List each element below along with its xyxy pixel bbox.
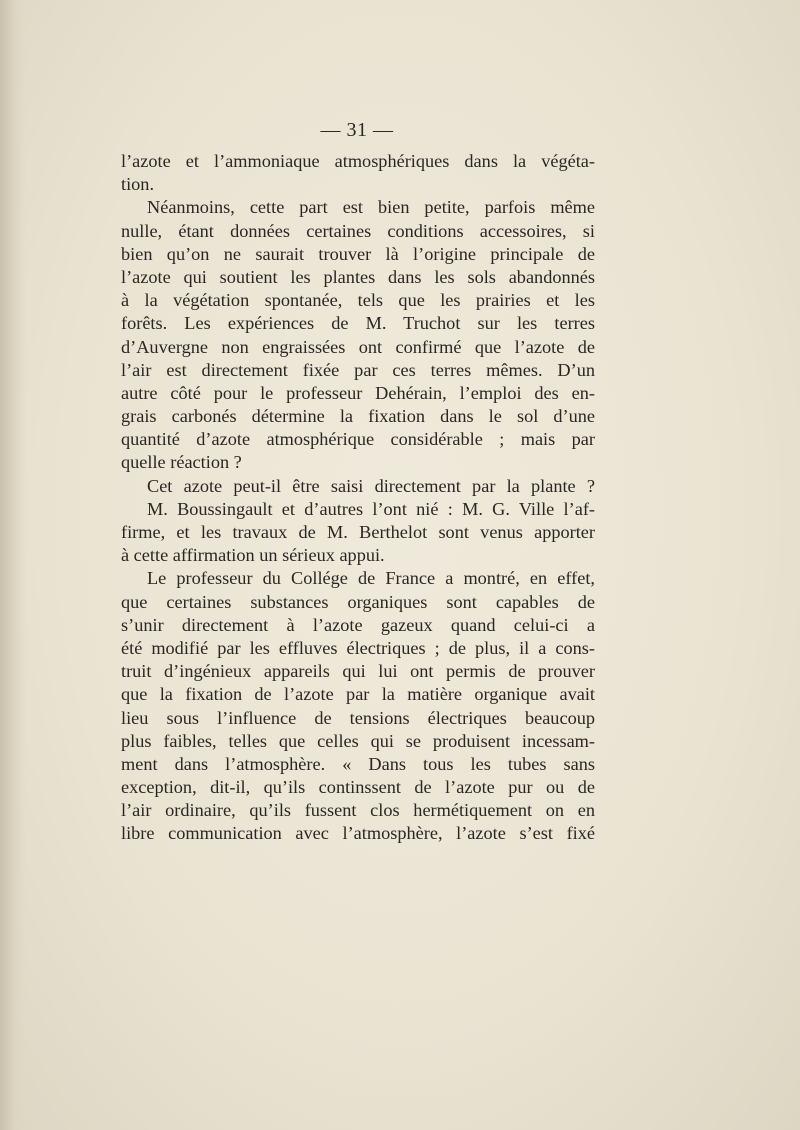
text-line: que certaines substances organiques sont capables de: [121, 591, 595, 612]
text-line: Cet azote peut-il être saisi directement par la plante ?: [147, 475, 595, 496]
text-line: Néanmoins, cette part est bien petite, parfois même: [147, 197, 595, 218]
text-line: l’air est directement fixée par ces terres mêmes. D’un: [121, 359, 595, 380]
text-line: forêts. Les expériences de M. Truchot sur les terres: [121, 313, 595, 334]
text-line: ment dans l’atmosphère. « Dans tous les tubes sans: [121, 753, 595, 774]
gutter-shadow: [0, 0, 26, 1130]
text-line: l’azote et l’ammoniaque atmosphériques dans la végéta-: [121, 151, 595, 171]
text-line: grais carbonés détermine la fixation dans le sol d’une: [121, 406, 595, 427]
text-line: truit d’ingénieux appareils qui lui ont permis de prouver: [121, 661, 595, 682]
text-line: à cette affirmation un sérieux appui.: [121, 545, 385, 566]
text-line: quantité d’azote atmosphérique considérable ; mais par: [121, 429, 595, 450]
text-line: l’air ordinaire, qu’ils fussent clos hermétiquement on en: [121, 800, 595, 821]
text-line: exception, dit-il, qu’ils continssent de l’azote pur ou de: [121, 777, 595, 798]
text-line: d’Auvergne non engraissées ont confirmé que l’azote de: [121, 336, 595, 357]
page-number: — 31 —: [320, 119, 394, 141]
text-line: M. Boussingault et d’autres l’ont nié : M. G. Ville l’af-: [147, 498, 595, 519]
text-line: l’azote qui soutient les plantes dans les sols abandonnés: [121, 266, 595, 287]
body-text: [121, 150, 595, 846]
text-line: lieu sous l’influence de tensions électriques beaucoup: [121, 707, 595, 728]
text-line: quelle réaction ?: [121, 452, 242, 473]
text-line: tion.: [121, 174, 155, 195]
text-line: s’unir directement à l’azote gazeux quand celui-ci a: [121, 614, 595, 635]
text-line: libre communication avec l’atmosphère, l’azote s’est fixé: [121, 823, 595, 844]
text-line: firme, et les travaux de M. Berthelot sont venus apporter: [121, 522, 595, 542]
text-line: nulle, étant données certaines conditions accessoires, si: [121, 220, 595, 241]
text-line: bien qu’on ne saurait trouver là l’origine principale de: [121, 243, 595, 264]
text-line: été modifié par les effluves électriques ; de plus, il a cons-: [121, 637, 595, 658]
text-line: plus faibles, telles que celles qui se produisent incessam-: [121, 730, 595, 751]
text-line: Le professeur du Collége de France a montré, en effet,: [147, 568, 595, 589]
text-line: autre côté pour le professeur Dehérain, l’emploi des en-: [121, 382, 595, 403]
text-line: que la fixation de l’azote par la matière organique avait: [121, 684, 595, 705]
text-line: à la végétation spontanée, tels que les prairies et les: [121, 290, 595, 311]
